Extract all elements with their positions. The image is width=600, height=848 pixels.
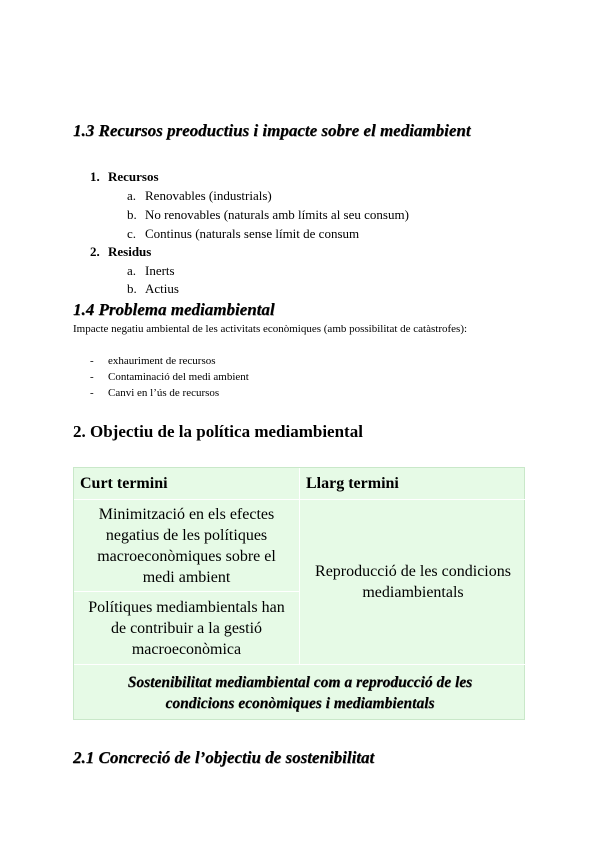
- cell-long-term: [300, 500, 526, 664]
- dash-text: Canvi en l’ús de recursos: [108, 387, 220, 399]
- sub-text: No renovables (naturals amb límits al seu consum): [145, 207, 409, 222]
- cell-short-term-1: [74, 500, 300, 592]
- header-long-term: Llarg termini: [300, 468, 526, 500]
- dash-item: [90, 387, 219, 399]
- header-short-term: Curt termini: [74, 468, 300, 500]
- sub-item: [127, 188, 272, 204]
- list-label: Recursos: [108, 169, 159, 184]
- dash-bullet: -: [90, 387, 94, 399]
- objectives-table: [73, 467, 525, 720]
- list-number: 1.: [90, 169, 100, 184]
- heading-1-3: 1.3 Recursos preoductius i impacte sobre el mediambient: [73, 121, 471, 140]
- heading-1-4: 1.4 Problema mediambiental: [73, 300, 275, 319]
- sub-text: Renovables (industrials): [145, 188, 272, 203]
- dash-item: [90, 355, 216, 367]
- sub-letter: c.: [127, 226, 137, 241]
- sub-text: Actius: [145, 281, 179, 296]
- sub-letter: b.: [127, 281, 137, 296]
- dash-text: Contaminació del medi ambient: [108, 371, 249, 383]
- table-footer: [74, 664, 526, 721]
- list-label: Residus: [108, 244, 152, 259]
- footer-text: Sostenibilitat mediambiental com a reproducció de les condicions econòmiques i mediambientals: [127, 674, 473, 712]
- cell-text: Reproducció de les condicions mediambientals: [315, 563, 511, 601]
- list-item-residus: [90, 244, 151, 260]
- cell-short-term-2: [74, 592, 300, 664]
- sub-item: [127, 226, 359, 242]
- sub-item: [127, 263, 175, 279]
- sub-text: Inerts: [145, 263, 175, 278]
- list-number: 2.: [90, 244, 100, 259]
- sub-item: [127, 281, 179, 297]
- sub-item: [127, 207, 409, 223]
- dash-item: [90, 371, 249, 383]
- heading-2: 2. Objectiu de la política mediambiental: [73, 422, 363, 441]
- dash-bullet: -: [90, 371, 94, 383]
- cell-text: Minimització en els efectes negatius de les polítiques macroeconòmiques sobre el medi ambient: [97, 505, 276, 586]
- sub-letter: a.: [127, 188, 137, 203]
- heading-2-1: 2.1 Concreció de l’objectiu de sostenibilitat: [73, 748, 375, 767]
- cell-text: Polítiques mediambientals han de contribuir a la gestió macroeconòmica: [88, 598, 285, 658]
- sub-letter: b.: [127, 207, 137, 222]
- list-item-recursos: [90, 169, 159, 185]
- intro-text: Impacte negatiu ambiental de les activitats econòmiques (amb possibilitat de catàstrofes):: [73, 323, 468, 335]
- dash-bullet: -: [90, 355, 94, 367]
- sub-text: Continus (naturals sense límit de consum: [145, 226, 360, 241]
- dash-text: exhauriment de recursos: [108, 355, 216, 367]
- sub-letter: a.: [127, 263, 137, 278]
